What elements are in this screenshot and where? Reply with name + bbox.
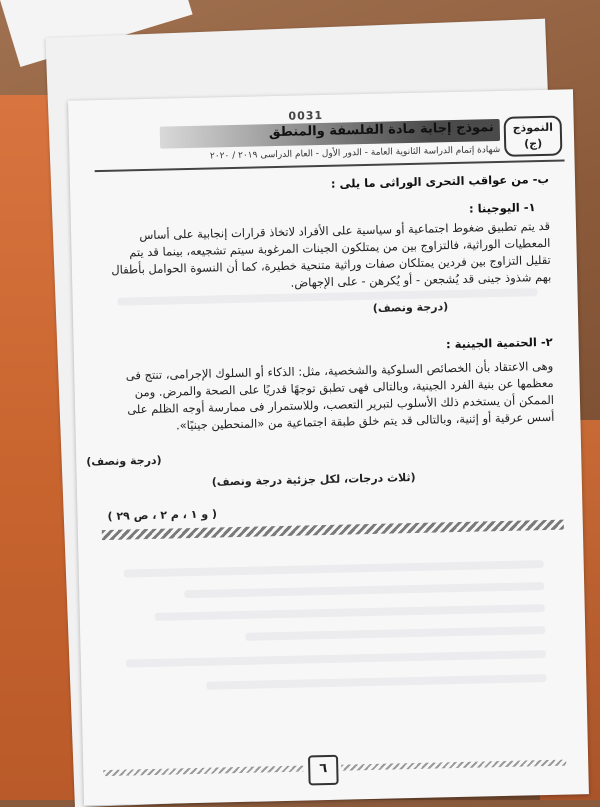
item2-body: وهى الاعتقاد بأن الخصائص السلوكية والشخصية، مثل: الذكاء أو السلوك الإجرامى، تنتج فى معظمها عن بنية الفرد الجينية، وبالتالى فهى تطبق توجهًا قدريًا على الصحة والمرض. ومن الممكن أن يستخدم ذلك الأسلوب لتبرير التعصب، وللاستمرار فى ممارسة أوجه الظلم على أسس عرقية أو إثنية، وبالتالى قد يتم خلق طبقة اجتماعية من «المنحطين جينيًا».: [125, 358, 555, 433]
answer-page: [68, 89, 589, 805]
faint-line: [155, 604, 545, 621]
reference: ( و ١ ، م ٢ ، ص ٢٩ ): [107, 507, 218, 523]
section-divider: [102, 520, 564, 540]
item2-grade: (درجة ونصف): [86, 453, 162, 469]
footer-divider-right: [341, 760, 566, 771]
faint-line: [245, 626, 545, 641]
page-title: نموذج إجابة مادة الفلسفة والمنطق: [268, 120, 494, 141]
faint-line: [126, 650, 546, 668]
item1-body: قد يتم تطبيق ضغوط اجتماعية أو سياسية على الأفراد لاتخاذ قرارات إنجابية على أساس المعطيات الوراثية، فالتزاوج بين من يمتلكون الجينات المرغوبة سيتم تشجيعه، بينما قد يتم تقليل التزاوج بين فردين يمتلكان صفات وراثية متنحية خطيرة، كما أن النسوة الحوامل بأطفال بهم شذوذ جينى قد يُشجعن - أو يُكرهن - على الإجهاض.: [111, 218, 552, 290]
header-subtitle: شهادة إتمام الدراسة الثانوية العامة - الدور الأول - العام الدراسى ٢٠١٩ / ٢٠٢٠: [209, 144, 501, 162]
serial-number: 0031: [288, 108, 324, 123]
item1-grade: (درجة ونصف): [372, 300, 449, 315]
model-letter: (ج): [524, 136, 543, 151]
faint-line: [124, 560, 544, 578]
model-label: النموذج: [512, 120, 554, 135]
faint-line: [184, 582, 544, 598]
item1-heading: ١- اليوجينا :: [468, 200, 536, 216]
faint-line: [206, 674, 546, 690]
page-number: ٦: [308, 755, 339, 786]
page-header: [94, 115, 565, 166]
model-badge: [504, 116, 563, 157]
footer-divider-left: [103, 766, 303, 777]
question-heading: ب- من عواقب التحرى الوراثى ما يلى :: [330, 171, 550, 191]
summary-note: (ثلاث درجات، لكل جزئية درجة ونصف): [211, 470, 416, 489]
item2-heading: ٢- الحتمية الجينية :: [445, 334, 553, 352]
